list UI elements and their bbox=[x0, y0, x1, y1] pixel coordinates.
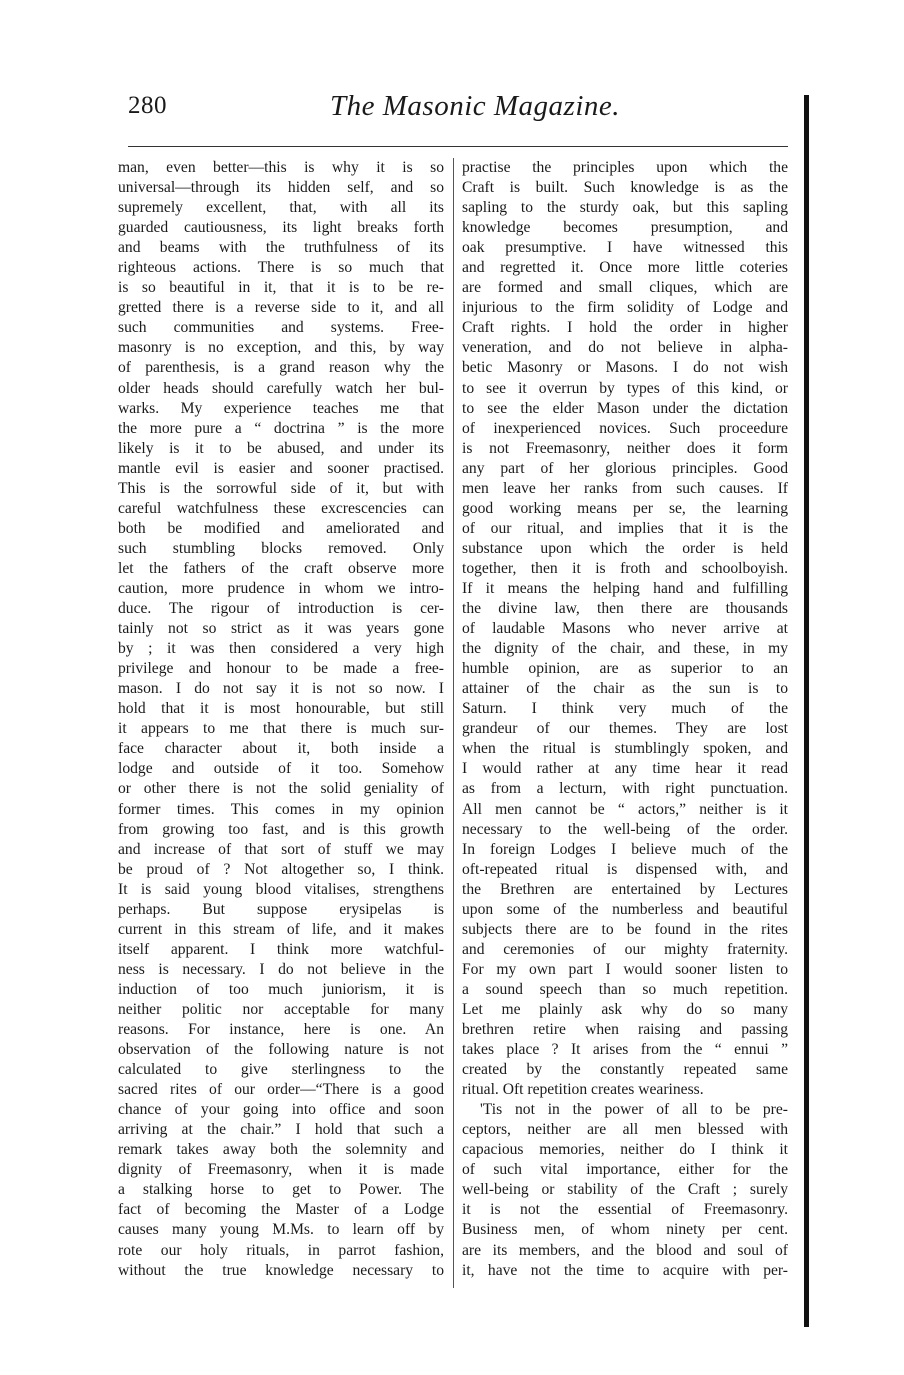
text-line: supremely excellent, that, with all its bbox=[118, 199, 444, 217]
header-rule bbox=[128, 146, 788, 147]
text-line: It is said young blood vitalises, strengthens bbox=[118, 880, 444, 898]
text-line: calculated to give sterlingness to the bbox=[118, 1061, 444, 1079]
text-line: it is not the essential of Freemasonry. bbox=[462, 1201, 788, 1219]
column-divider bbox=[453, 158, 454, 1288]
text-line: caution, more prudence in whom we intro- bbox=[118, 579, 444, 597]
text-line: Business men, of whom ninety per cent. bbox=[462, 1221, 788, 1239]
text-line: of inexperienced novices. Such proceedure bbox=[462, 419, 788, 437]
text-line: dignity of Freemasonry, when it is made bbox=[118, 1161, 444, 1179]
text-line: warks. My experience teaches me that bbox=[118, 399, 444, 417]
text-line: upon some of the numberless and beautiful bbox=[462, 900, 788, 918]
page-edge bbox=[804, 95, 809, 1327]
text-line: and beams with the truthfulness of its bbox=[118, 239, 444, 257]
text-line: a stalking horse to get to Power. The bbox=[118, 1181, 444, 1199]
text-line: it, have not the time to acquire with per- bbox=[462, 1261, 788, 1279]
running-title: The Masonic Magazine. bbox=[330, 90, 620, 122]
text-line: likely is it to be abused, and under its bbox=[118, 439, 444, 457]
text-line: guarded cautiousness, its light breaks forth bbox=[118, 219, 444, 237]
text-line: to see the elder Mason under the dictation bbox=[462, 399, 788, 417]
text-line: universal—through its hidden self, and so bbox=[118, 179, 444, 197]
text-line: face character about it, both inside a bbox=[118, 740, 444, 758]
text-line: induction of too much juniorism, it is bbox=[118, 980, 444, 998]
text-line: men leave her ranks from such causes. If bbox=[462, 479, 788, 497]
text-line: of laudable Masons who never arrive at bbox=[462, 620, 788, 638]
text-line: as from a lecturn, with right punctuation. bbox=[462, 780, 788, 798]
left-column bbox=[118, 158, 444, 1281]
text-line: oak presumptive. I have witnessed this bbox=[462, 239, 788, 257]
right-column bbox=[462, 158, 788, 1281]
text-line: humble opinion, are as superior to an bbox=[462, 660, 788, 678]
text-line: Craft is built. Such knowledge is as the bbox=[462, 179, 788, 197]
text-line: I would rather at any time hear it read bbox=[462, 760, 788, 778]
text-line: neither politic nor acceptable for many bbox=[118, 1000, 444, 1018]
text-line: created by the constantly repeated same bbox=[462, 1061, 788, 1079]
text-line: the divine law, then there are thousands bbox=[462, 600, 788, 618]
text-line: necessary to the well-being of the order. bbox=[462, 820, 788, 838]
text-line: ceptors, neither are all men blessed with bbox=[462, 1121, 788, 1139]
text-line: and ceremonies of our mighty fraternity. bbox=[462, 940, 788, 958]
text-line: takes place ? It arises from the “ ennui ” bbox=[462, 1041, 788, 1059]
text-line: subjects there are to be found in the rites bbox=[462, 920, 788, 938]
text-line: be proud of ? Not altogether so, I think. bbox=[118, 860, 444, 878]
text-line: betic Masonry or Masons. I do not wish bbox=[462, 359, 788, 377]
text-line: it appears to me that there is much sur- bbox=[118, 720, 444, 738]
text-line: Saturn. I think very much of the bbox=[462, 700, 788, 718]
text-line: both be modified and ameliorated and bbox=[118, 519, 444, 537]
text-line: by ; it was then considered a very high bbox=[118, 640, 444, 658]
text-line: from growing too fast, and is this growth bbox=[118, 820, 444, 838]
text-line: of such vital importance, either for the bbox=[462, 1161, 788, 1179]
text-line: itself apparent. I think more watchful- bbox=[118, 940, 444, 958]
text-line: without the true knowledge necessary to bbox=[118, 1261, 444, 1279]
text-line: remark takes away both the solemnity and bbox=[118, 1141, 444, 1159]
text-line: arriving at the chair.” I hold that such a bbox=[118, 1121, 444, 1139]
text-line: tainly not so strict as it was years gone bbox=[118, 620, 444, 638]
text-line: are its members, and the blood and soul of bbox=[462, 1241, 788, 1259]
text-line: hold that it is most honourable, but still bbox=[118, 700, 444, 718]
text-line: ness is necessary. I do not believe in the bbox=[118, 960, 444, 978]
text-line: when the ritual is stumblingly spoken, and bbox=[462, 740, 788, 758]
text-line: grandeur of our themes. They are lost bbox=[462, 720, 788, 738]
text-line: the more pure a “ doctrina ” is the more bbox=[118, 419, 444, 437]
text-line: sapling to the sturdy oak, but this sapling bbox=[462, 199, 788, 217]
text-line: reasons. For instance, here is one. An bbox=[118, 1021, 444, 1039]
text-line: sacred rites of our order—“There is a good bbox=[118, 1081, 444, 1099]
text-line: injurious to the firm solidity of Lodge and bbox=[462, 299, 788, 317]
text-line: fact of becoming the Master of a Lodge bbox=[118, 1201, 444, 1219]
text-line: capacious memories, neither do I think it bbox=[462, 1141, 788, 1159]
text-line: such communities and systems. Free- bbox=[118, 319, 444, 337]
text-line: or other there is not the solid geniality of bbox=[118, 780, 444, 798]
text-line: are formed and small cliques, which are bbox=[462, 279, 788, 297]
text-line: man, even better—this is why it is so bbox=[118, 159, 444, 176]
text-line: privilege and honour to be made a free- bbox=[118, 660, 444, 678]
text-line: chance of your going into office and soon bbox=[118, 1101, 444, 1119]
text-line: ritual. Oft repetition creates weariness. bbox=[462, 1081, 704, 1099]
text-line: causes many young M.Ms. to learn off by bbox=[118, 1221, 444, 1239]
text-line: substance upon which the order is held bbox=[462, 539, 788, 557]
text-line: good working means per se, the learning bbox=[462, 499, 788, 517]
text-line: such stumbling blocks removed. Only bbox=[118, 539, 444, 557]
text-line: is not Freemasonry, neither does it form bbox=[462, 439, 788, 457]
text-line: oft-repeated ritual is dispensed with, and bbox=[462, 860, 788, 878]
text-line: Craft rights. I hold the order in higher bbox=[462, 319, 788, 337]
text-line: mason. I do not say it is not so now. I bbox=[118, 680, 444, 698]
text-line: All men cannot be “ actors,” neither is it bbox=[462, 800, 788, 818]
text-line: and increase of that sort of stuff we may bbox=[118, 840, 444, 858]
text-line: careful watchfulness these excrescencies can bbox=[118, 499, 444, 517]
text-line: mantle evil is easier and sooner practised. bbox=[118, 459, 444, 477]
text-line: is so beautiful in it, that it is to be re- bbox=[118, 279, 444, 297]
text-line: the Brethren are entertained by Lectures bbox=[462, 880, 788, 898]
text-line: the dignity of the chair, and these, in my bbox=[462, 640, 788, 658]
text-line: let the fathers of the craft observe more bbox=[118, 559, 444, 577]
text-line: of our ritual, and implies that it is the bbox=[462, 519, 788, 537]
text-line: older heads should carefully watch her bul- bbox=[118, 379, 444, 397]
text-line: knowledge becomes presumption, and bbox=[462, 219, 788, 237]
text-line: Let me plainly ask why do so many bbox=[462, 1000, 788, 1018]
text-line: a sound speech than so much repetition. bbox=[462, 980, 788, 998]
text-line: 'Tis not in the power of all to be pre- bbox=[480, 1101, 788, 1119]
text-line: If it means the helping hand and fulfilling bbox=[462, 579, 788, 597]
text-line: observation of the following nature is not bbox=[118, 1041, 444, 1059]
text-line: gretted there is a reverse side to it, and all bbox=[118, 299, 444, 317]
text-line: lodge and outside of it too. Somehow bbox=[118, 760, 444, 778]
text-line: attainer of the chair as the sun is to bbox=[462, 680, 788, 698]
text-line: of parenthesis, is a grand reason why the bbox=[118, 359, 444, 377]
text-line: well-being or stability of the Craft ; surely bbox=[462, 1181, 788, 1199]
text-line: In foreign Lodges I believe much of the bbox=[462, 840, 788, 858]
text-line: rote our holy rituals, in parrot fashion, bbox=[118, 1241, 444, 1259]
text-line: current in this stream of life, and it makes bbox=[118, 920, 444, 938]
text-line: and regretted it. Once more little coteries bbox=[462, 259, 788, 277]
text-line: duce. The rigour of introduction is cer- bbox=[118, 600, 444, 618]
text-line: brethren retire when raising and passing bbox=[462, 1021, 788, 1039]
text-line: masonry is no exception, and this, by way bbox=[118, 339, 444, 357]
text-line: together, then it is froth and schoolboyish. bbox=[462, 559, 788, 577]
text-line: former times. This comes in my opinion bbox=[118, 800, 444, 818]
text-line: For my own part I would sooner listen to bbox=[462, 960, 788, 978]
text-line: any part of her glorious principles. Good bbox=[462, 459, 788, 477]
text-line: perhaps. But suppose erysipelas is bbox=[118, 900, 444, 918]
text-line: This is the sorrowful side of it, but with bbox=[118, 479, 444, 497]
text-line: righteous actions. There is so much that bbox=[118, 259, 444, 277]
text-line: to see it overrun by types of this kind, or bbox=[462, 379, 788, 397]
page-number: 280 bbox=[128, 92, 167, 119]
text-line: veneration, and do not believe in alpha- bbox=[462, 339, 788, 357]
text-line: practise the principles upon which the bbox=[462, 159, 788, 176]
